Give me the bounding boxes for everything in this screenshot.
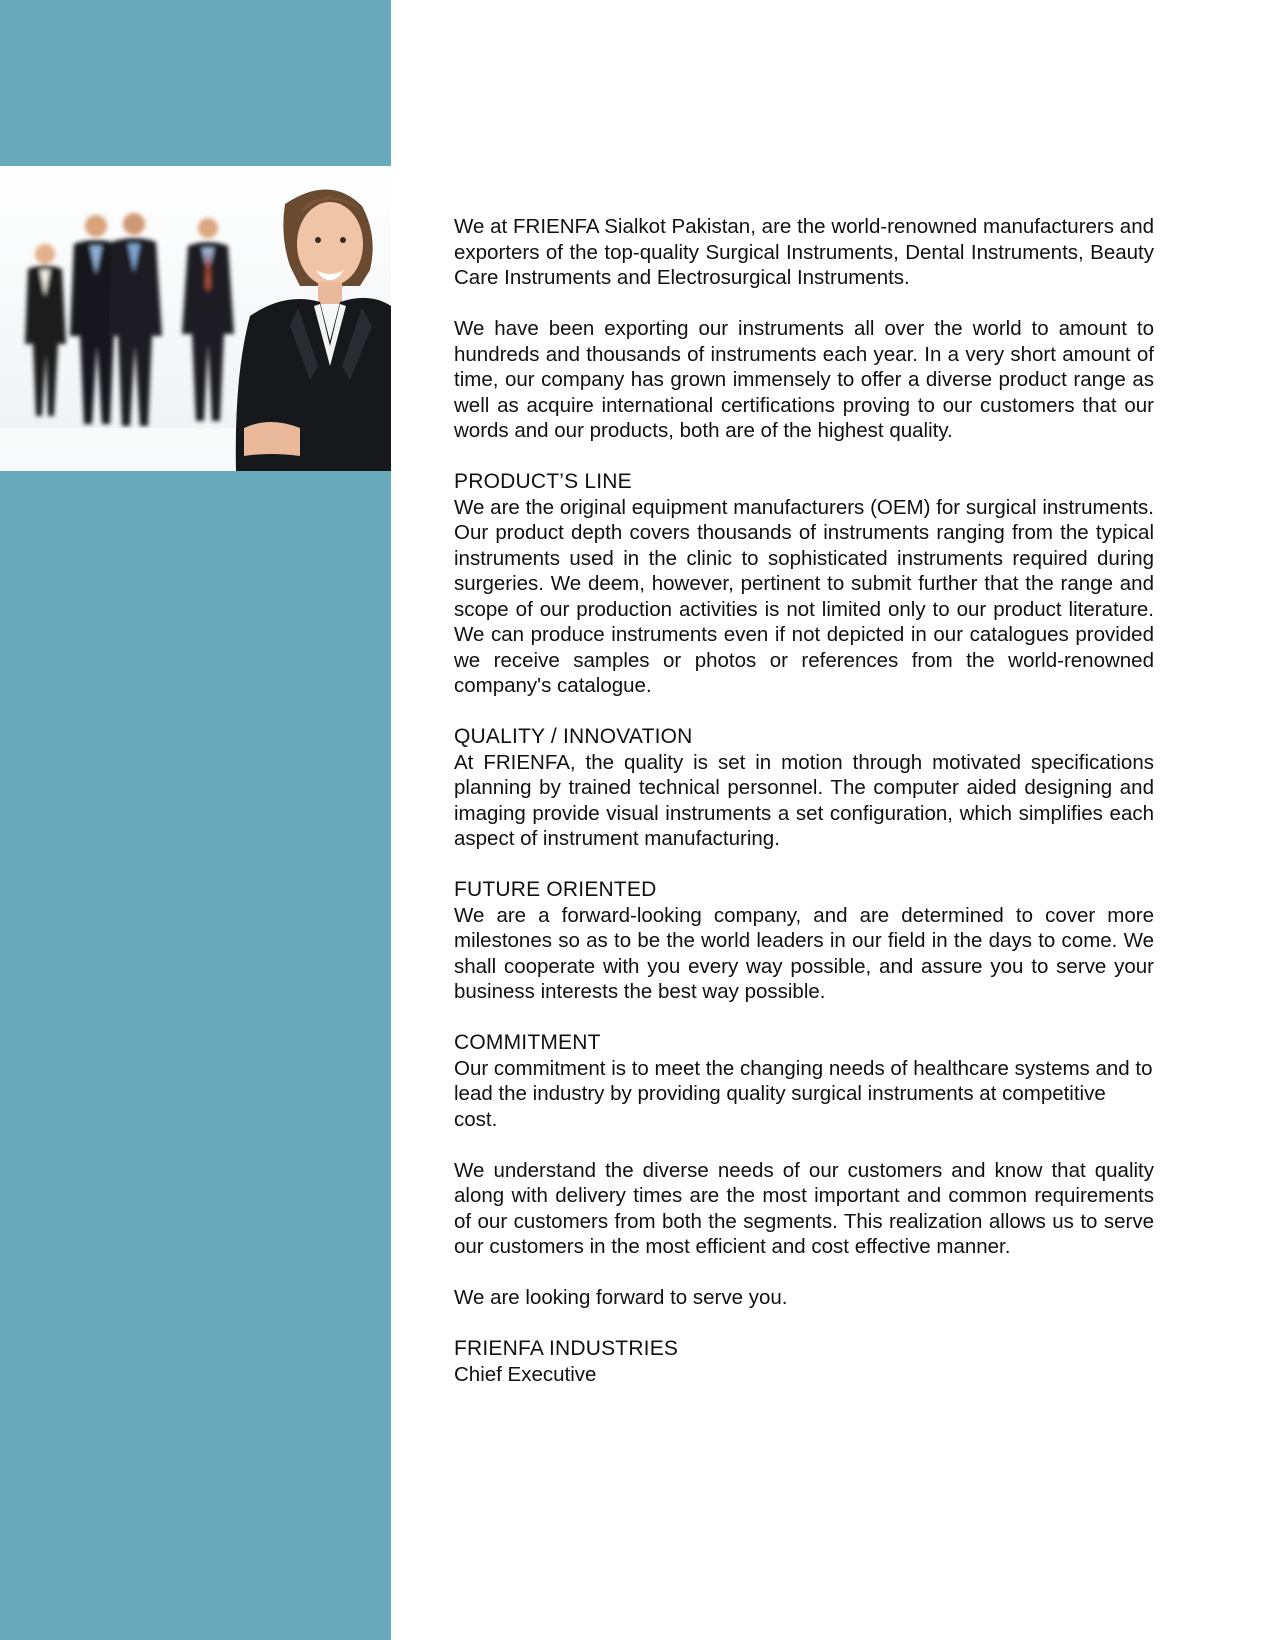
section-body: At FRIENFA, the quality is set in motion through motivated specifications planning by trained technical personnel. The computer aided designing and imaging provide visual instruments a set configuration, which simplifies each aspect of instrument manufacturing. [454,750,1154,850]
section-future-oriented [454,877,1154,1005]
section-quality-innovation [454,724,1154,852]
section-body: We are the original equipment manufacturers (OEM) for surgical instruments. Our product depth covers thousands of instruments ranging from the typical instruments used in the clinic to sophisticated instruments required during surgeries. We deem, however, pertinent to submit further that the range and scope of our production activities is not limited only to our product literature. We can produce instruments even if not depicted in our catalogues provided we receive samples or photos or references from the world-renowned company's catalogue. [454,495,1154,697]
business-team-illustration [0,166,391,471]
letter-content [454,214,1154,1387]
business-team-photo [0,166,391,471]
section-body: Our commitment is to meet the changing needs of healthcare systems and to lead the industry by providing quality surgical instruments at competitive cost. [454,1056,1153,1131]
intro-paragraph: We at FRIENFA Sialkot Pakistan, are the world-renowned manufacturers and exporters of the top-quality Surgical Instruments, Dental Instruments, Beauty Care Instruments and Electrosurgical Instruments. [454,215,1154,289]
intro-paragraph: We have been exporting our instruments all over the world to amount to hundreds and thousands of instruments each year. In a very short amount of time, our company has grown immensely to offer a diverse product range as well as acquire international certifications proving to our customers that our words and our products, both are of the highest quality. [454,317,1154,442]
closing-paragraph: We are looking forward to serve you. [454,1286,788,1309]
section-heading: PRODUCT’S LINE [454,470,632,493]
signature-company: FRIENFA INDUSTRIES [454,1337,679,1360]
section-body: We are a forward-looking company, and are determined to cover more milestones so as to be the world leaders in our field in the days to come. We shall cooperate with you every way possible, and assure you to serve your business interests the best way possible. [454,903,1154,1003]
section-products-line [454,469,1154,699]
section-heading: QUALITY / INNOVATION [454,725,693,748]
signature-role: Chief Executive [454,1362,597,1386]
closing-paragraph: We understand the diverse needs of our customers and know that quality along with delivery times are the most important and common requirements of our customers from both the segments. This realization allows us to serve our customers in the most efficient and cost effective manner. [454,1158,1154,1258]
signature-block [454,1336,1154,1387]
section-heading: COMMITMENT [454,1031,601,1054]
section-heading: FUTURE ORIENTED [454,878,657,901]
section-commitment [454,1030,1154,1132]
